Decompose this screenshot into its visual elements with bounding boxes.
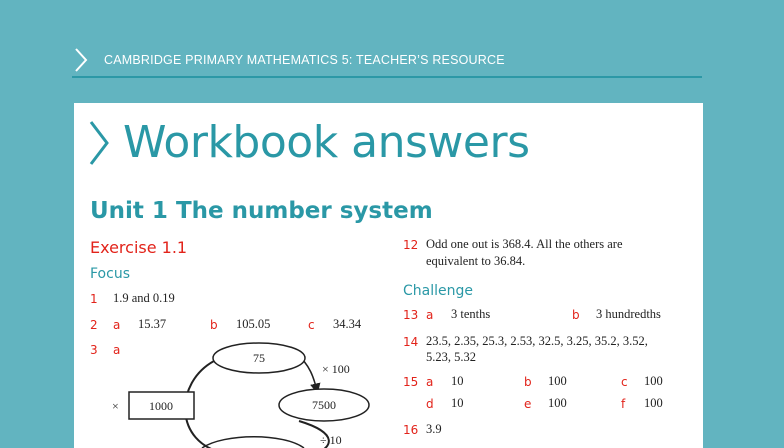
answer-text: 3 hundredths xyxy=(596,307,661,321)
part-letter: a xyxy=(426,308,434,322)
answer-text: 34.34 xyxy=(333,317,362,331)
page xyxy=(74,103,703,448)
question-number: 2 xyxy=(90,318,98,332)
part-letter: f xyxy=(621,397,626,411)
question-number: 16 xyxy=(403,423,419,437)
unit-title: Unit 1 The number system xyxy=(90,198,433,224)
answer-text: 100 xyxy=(644,374,663,388)
part-letter: c xyxy=(308,318,315,332)
op-top-right: × 100 xyxy=(322,362,350,376)
answer-text: 10 xyxy=(451,396,464,410)
header-rule xyxy=(72,76,702,78)
answer-text: equivalent to 36.84. xyxy=(426,254,526,268)
page-title: Workbook answers xyxy=(123,117,530,168)
answer-text: 100 xyxy=(548,374,567,388)
exercise-title: Exercise 1.1 xyxy=(90,238,188,257)
header-title: CAMBRIDGE PRIMARY MATHEMATICS 5: TEACHER’S RESOURCE xyxy=(104,53,505,67)
right-value: 7500 xyxy=(312,398,336,412)
part-letter: e xyxy=(524,397,532,411)
question-number: 14 xyxy=(403,335,419,349)
part-letter: b xyxy=(572,308,580,322)
answer-text: 1.9 and 0.19 xyxy=(113,291,175,305)
answer-text: 23.5, 2.35, 25.3, 2.53, 32.5, 3.25, 35.2, 3.52, xyxy=(426,334,648,348)
answer-text: Odd one out is 368.4. All the others are xyxy=(426,237,623,251)
running-header xyxy=(72,46,702,78)
top-value: 75 xyxy=(253,351,265,365)
part-letter: c xyxy=(621,375,628,389)
answer-text: 100 xyxy=(548,396,567,410)
question-number: 13 xyxy=(403,308,419,322)
part-letter: a xyxy=(113,318,121,332)
part-letter: b xyxy=(210,318,218,332)
function-machine-diagram xyxy=(74,103,703,448)
focus-heading: Focus xyxy=(90,266,130,282)
answer-text: 3 tenths xyxy=(451,307,491,321)
left-operator: × xyxy=(112,399,119,413)
answer-text: 105.05 xyxy=(236,317,271,331)
answer-text: 10 xyxy=(451,374,464,388)
question-number: 15 xyxy=(403,375,419,389)
question-number: 1 xyxy=(90,292,98,306)
question-number: 12 xyxy=(403,238,419,252)
question-number: 3 xyxy=(90,343,98,357)
chevron-right-icon xyxy=(74,48,88,72)
part-letter: d xyxy=(426,397,434,411)
answer-text: 15.37 xyxy=(138,317,167,331)
part-letter: b xyxy=(524,375,532,389)
part-letter: a xyxy=(113,343,121,357)
challenge-heading: Challenge xyxy=(403,283,473,299)
bottom-ellipse xyxy=(202,437,304,448)
answer-text: 3.9 xyxy=(426,422,442,436)
answer-text: 5.23, 5.32 xyxy=(426,350,476,364)
part-letter: a xyxy=(426,375,434,389)
left-box-value: 1000 xyxy=(149,399,173,413)
answer-text: 100 xyxy=(644,396,663,410)
op-bottom-right: ÷ 10 xyxy=(320,433,342,447)
